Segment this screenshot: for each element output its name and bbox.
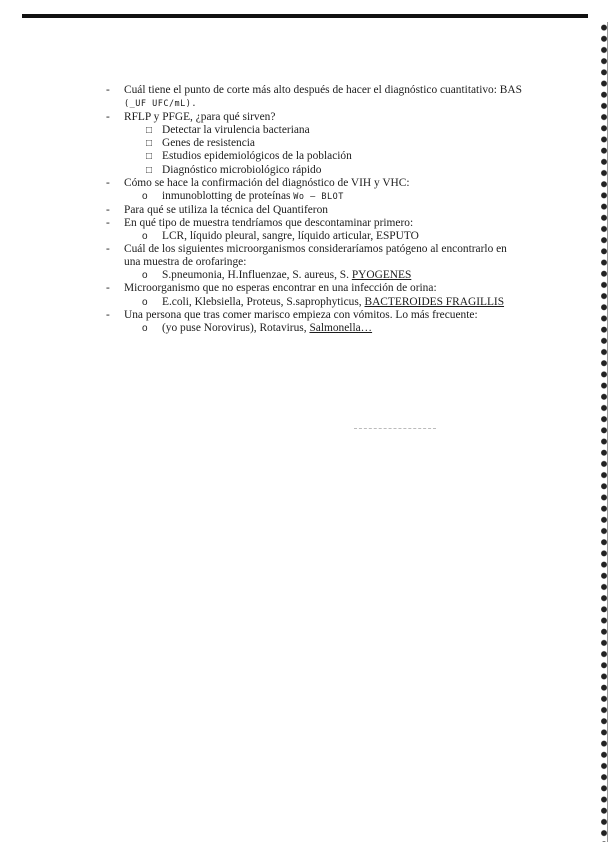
marked-answer: BACTEROIDES FRAGILLIS [364, 295, 505, 308]
question-1-text: Cuál tiene el punto de corte más alto después de hacer el diagnóstico cuantitativo: BAS [124, 84, 522, 96]
question-8-options [104, 322, 524, 335]
bullet-dash: - [106, 282, 110, 295]
bullet-dash: - [106, 111, 110, 124]
question-7-text: Microorganismo que no esperas encontrar en una infección de orina: [124, 282, 437, 295]
question-1 [104, 84, 524, 111]
question-5-text: En qué tipo de muestra tendríamos que descontaminar primero: [124, 216, 414, 229]
option-item: □ Genes de resistencia [146, 137, 255, 150]
option-item: o (yo puse Norovirus), Rotavirus, Salmonella… [142, 321, 373, 334]
question-5 [104, 217, 524, 230]
option-item: o E.coli, Klebsiella, Proteus, S.saprophyticus, BACTEROIDES FRAGILLIS [142, 295, 505, 308]
faint-scribble [354, 428, 436, 431]
spiral-binding [598, 22, 610, 842]
marked-answer: Salmonella… [309, 321, 373, 334]
question-3 [104, 177, 524, 190]
question-2-options [104, 124, 524, 176]
question-3-text: Cómo se hace la confirmación del diagnóstico de VIH y VHC: [124, 176, 410, 189]
question-4 [104, 204, 524, 217]
question-8-text: Una persona que tras comer marisco empieza con vómitos. Lo más frecuente: [124, 308, 478, 321]
option-item: o S.pneumonia, H.Influenzae, S. aureus, S. PYOGENES [142, 269, 412, 282]
option-item: □ Estudios epidemiológicos de la población [146, 150, 352, 163]
top-rule [22, 14, 588, 18]
bullet-dash: - [106, 216, 110, 229]
question-6-options [104, 269, 524, 282]
option-item: o LCR, líquido pleural, sangre, líquido articular, ESPUTO [142, 230, 419, 243]
option-item: o inmunoblotting de proteínas Wo – BLOT [142, 189, 344, 202]
bullet-dash: - [106, 84, 110, 96]
question-3-options [104, 190, 524, 204]
question-8 [104, 309, 524, 322]
question-7 [104, 282, 524, 295]
handwritten-note: Wo – BLOT [293, 191, 344, 202]
handwritten-note: (_UF UFC/mL). [124, 99, 198, 110]
option-item: □ Detectar la virulencia bacteriana [146, 124, 310, 137]
question-6-text: Cuál de los siguientes microorganismos consideraríamos patógeno al encontrarlo en una muestra de orofaringe: [124, 243, 507, 269]
question-7-options [104, 296, 524, 309]
bullet-dash: - [106, 243, 110, 256]
question-4-text: Para qué se utiliza la técnica del Quantiferon [124, 203, 328, 216]
question-2-text: RFLP y PFGE, ¿para qué sirven? [124, 111, 276, 124]
bullet-dash: - [106, 308, 110, 321]
question-6 [104, 243, 524, 269]
marked-answer: PYOGENES [351, 269, 412, 282]
question-5-options [104, 230, 524, 243]
bullet-dash: - [106, 203, 110, 216]
question-list [104, 84, 524, 335]
bullet-dash: - [106, 176, 110, 189]
option-item: □ Diagnóstico microbiológico rápido [146, 163, 322, 176]
question-2 [104, 111, 524, 124]
